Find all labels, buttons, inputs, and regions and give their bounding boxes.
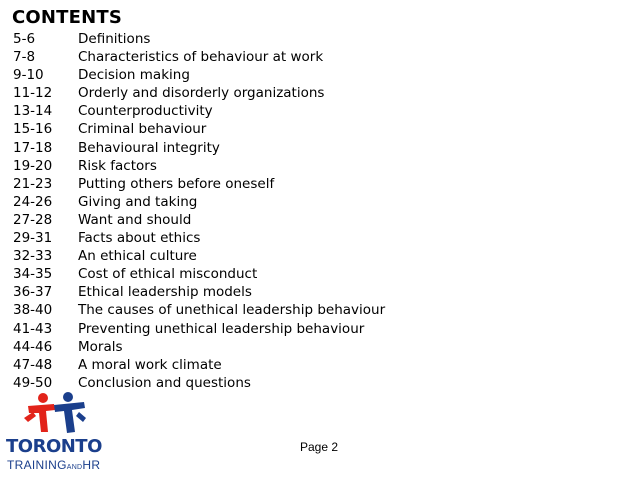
entry-pages: 44-46	[13, 338, 53, 355]
entry-title: Cost of ethical misconduct	[78, 266, 258, 283]
company-logo	[6, 392, 106, 474]
logo-tagline-training: TRAINING	[7, 458, 67, 472]
contents-entry	[13, 102, 385, 120]
entry-title: Counterproductivity	[78, 103, 213, 120]
entry-pages: 7-8	[13, 49, 36, 66]
contents-entry	[13, 193, 385, 211]
entry-title: Conclusion and questions	[78, 374, 251, 391]
contents-entry	[13, 229, 385, 247]
entry-title: An ethical culture	[78, 248, 197, 265]
entry-title: Characteristics of behaviour at work	[78, 49, 324, 66]
contents-entry	[13, 356, 385, 374]
contents-entry	[13, 247, 385, 265]
logo-wordmark: TORONTO	[6, 436, 102, 457]
entry-title: Definitions	[78, 31, 151, 47]
contents-entry	[13, 374, 385, 392]
entry-pages: 38-40	[13, 302, 53, 319]
contents-heading: CONTENTS	[12, 7, 123, 28]
entry-pages: 41-43	[13, 320, 53, 337]
entry-pages: 9-10	[13, 67, 44, 84]
contents-entry	[13, 211, 385, 229]
entry-title: Putting others before oneself	[78, 175, 275, 192]
entry-title: Preventing unethical leadership behaviour	[78, 320, 365, 337]
entry-title: Behavioural integrity	[78, 139, 220, 156]
contents-entry	[13, 48, 385, 66]
entry-pages: 29-31	[13, 230, 53, 247]
entry-title: Ethical leadership models	[78, 284, 252, 301]
contents-entry	[13, 157, 385, 175]
entry-title: Criminal behaviour	[78, 121, 207, 138]
contents-entry	[13, 283, 385, 301]
contents-entry	[13, 84, 385, 102]
entry-title: A moral work climate	[78, 356, 222, 373]
logo-tagline-and: AND	[66, 464, 83, 471]
logo-tagline-hr: HR	[82, 458, 101, 472]
contents-entry	[13, 338, 385, 356]
entry-pages: 17-18	[13, 139, 53, 156]
contents-entry	[13, 320, 385, 338]
contents-list	[13, 30, 385, 392]
contents-entry	[13, 66, 385, 84]
entry-pages: 34-35	[13, 266, 53, 283]
entry-pages: 5-6	[13, 31, 36, 47]
entry-pages: 21-23	[13, 175, 53, 192]
entry-title: The causes of unethical leadership behaviour	[78, 302, 386, 319]
contents-entry	[13, 301, 385, 319]
entry-title: Morals	[78, 338, 123, 355]
entry-pages: 36-37	[13, 284, 53, 301]
logo-tagline	[7, 458, 100, 475]
entry-title: Giving and taking	[78, 193, 198, 210]
contents-entry	[13, 175, 385, 193]
contents-entry	[13, 139, 385, 157]
entry-title: Want and should	[78, 211, 192, 228]
contents-entry	[13, 30, 385, 48]
entry-pages: 32-33	[13, 248, 53, 265]
entry-title: Facts about ethics	[78, 230, 201, 247]
contents-entry	[13, 265, 385, 283]
entry-pages: 47-48	[13, 356, 53, 373]
entry-title: Risk factors	[78, 157, 157, 174]
contents-entry	[13, 120, 385, 138]
entry-pages: 49-50	[13, 374, 53, 391]
entry-pages: 13-14	[13, 103, 53, 120]
people-figures-icon	[24, 392, 86, 436]
entry-pages: 15-16	[13, 121, 53, 138]
page-number: Page 2	[300, 440, 339, 454]
entry-title: Decision making	[78, 67, 190, 84]
entry-pages: 11-12	[13, 85, 53, 102]
entry-pages: 24-26	[13, 193, 53, 210]
entry-pages: 19-20	[13, 157, 53, 174]
entry-title: Orderly and disorderly organizations	[78, 85, 325, 102]
entry-pages: 27-28	[13, 211, 53, 228]
